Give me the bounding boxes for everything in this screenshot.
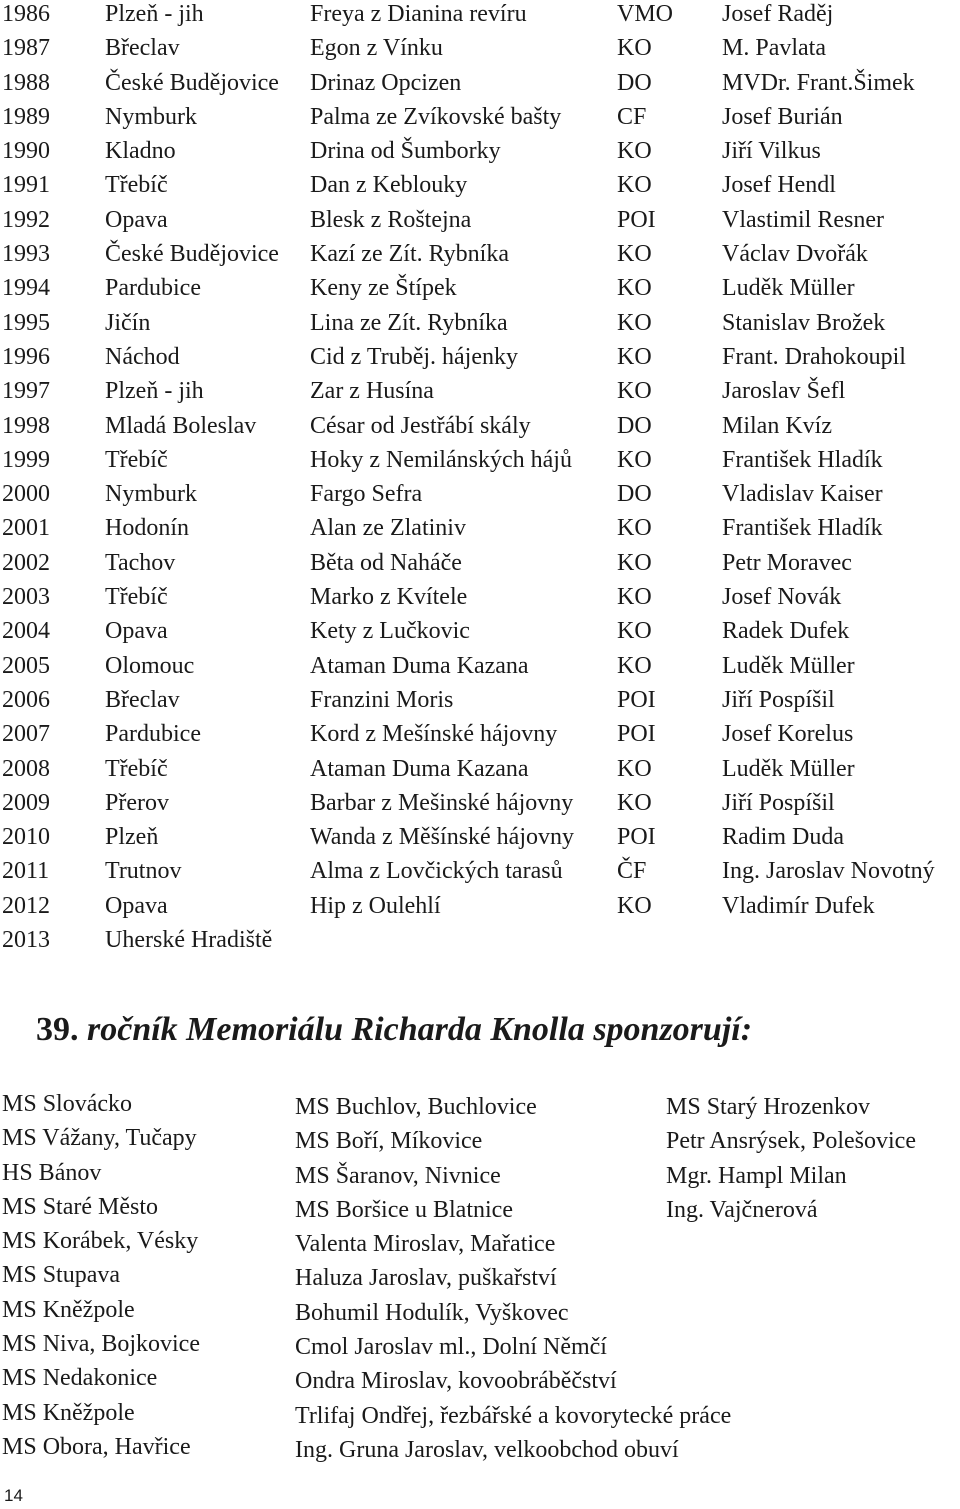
sponsor-item: MS Buchlov, Buchlovice (295, 1094, 537, 1120)
person-cell: Radek Dufek (722, 618, 850, 645)
year-cell: 2005 (2, 652, 50, 679)
year-cell: 1996 (2, 343, 50, 370)
sponsor-item: MS Stupava (2, 1262, 121, 1289)
sponsor-item: Haluza Jaroslav, puškařství (295, 1265, 557, 1292)
person-cell: MVDr. Frant.Šimek (722, 69, 915, 96)
dog-cell: Palma ze Zvíkovské bašty (310, 103, 562, 130)
city-cell: Plzeň (105, 824, 159, 851)
dog-cell: Kord z Mešínské hájovny (310, 721, 558, 748)
class-cell: VMO (617, 1, 674, 27)
year-cell: 2012 (2, 892, 50, 919)
heading-text: ročník Memoriálu Richarda Knolla sponzorují: (78, 1011, 753, 1048)
city-cell: Tachov (105, 549, 176, 576)
sponsors-heading (36, 1007, 956, 1053)
sponsor-item: MS Kněžpole (2, 1399, 135, 1426)
sponsors-column-3 (666, 1092, 916, 1229)
person-cell: František Hladík (722, 446, 883, 473)
person-cell: Josef Raděj (722, 1, 834, 27)
class-cell: KO (617, 652, 652, 679)
person-cell: Josef Novák (722, 584, 842, 611)
sponsor-item: Mgr. Hampl Milan (666, 1162, 847, 1189)
year-cell: 1999 (2, 446, 50, 473)
dog-cell: Franzini Moris (310, 686, 454, 713)
year-cell: 2003 (2, 584, 50, 611)
class-cell: DO (617, 69, 652, 96)
person-cell: Luděk Müller (722, 755, 855, 782)
year-cell: 1991 (2, 172, 50, 199)
table-row (0, 206, 960, 240)
table-row (0, 514, 960, 548)
class-cell: KO (617, 35, 652, 62)
sponsor-item: Ondra Miroslav, kovoobráběčství (295, 1368, 617, 1395)
table-row (0, 377, 960, 411)
dog-cell: Barbar z Mešinské hájovny (310, 789, 574, 816)
city-cell: Mladá Boleslav (105, 412, 257, 439)
class-cell: KO (617, 343, 652, 370)
year-cell: 2011 (2, 858, 50, 885)
city-cell: Pardubice (105, 721, 201, 748)
city-cell: Trutnov (105, 858, 182, 885)
class-cell: ČF (617, 858, 647, 885)
year-cell: 1988 (2, 69, 50, 96)
class-cell: KO (617, 172, 652, 199)
year-cell: 1989 (2, 103, 50, 130)
dog-cell: Kazí ze Zít. Rybníka (310, 241, 509, 268)
table-row (0, 549, 960, 583)
person-cell: Vladimír Dufek (722, 892, 875, 919)
dog-cell: Ataman Duma Kazana (310, 755, 529, 782)
table-row (0, 823, 960, 857)
class-cell: KO (617, 755, 652, 782)
class-cell: KO (617, 549, 652, 576)
dog-cell: Freya z Dianina revíru (310, 1, 527, 27)
city-cell: Břeclav (105, 35, 180, 62)
dog-cell: Keny ze Štípek (310, 275, 457, 302)
dog-cell: Běta od Naháče (310, 549, 462, 576)
city-cell: Plzeň - jih (105, 1, 204, 27)
city-cell: Třebíč (105, 446, 168, 473)
class-cell: KO (617, 584, 652, 611)
city-cell: Plzeň - jih (105, 378, 204, 405)
city-cell: Břeclav (105, 686, 180, 713)
dog-cell: César od Jestřábí skály (310, 412, 531, 439)
person-cell: Petr Moravec (722, 549, 852, 576)
table-row (0, 0, 960, 34)
page-number: 14 (4, 1486, 23, 1505)
dog-cell: Alan ze Zlatiniv (310, 515, 466, 542)
person-cell: Václav Dvořák (722, 241, 868, 268)
year-cell: 2009 (2, 789, 50, 816)
year-cell: 2010 (2, 824, 50, 851)
sponsor-item: Cmol Jaroslav ml., Dolní Němčí (295, 1334, 607, 1361)
year-cell: 2004 (2, 618, 50, 645)
class-cell: KO (617, 618, 652, 645)
table-row (0, 652, 960, 686)
dog-cell: Fargo Sefra (310, 481, 423, 508)
dog-cell: Blesk z Roštejna (310, 206, 472, 233)
sponsor-item: MS Boršice u Blatnice (295, 1196, 513, 1223)
sponsor-item: Ing. Gruna Jaroslav, velkoobchod obuví (295, 1436, 679, 1463)
sponsor-item: MS Nedakonice (2, 1365, 158, 1392)
city-cell: Jičín (105, 309, 151, 336)
table-row (0, 583, 960, 617)
class-cell: KO (617, 446, 652, 473)
table-row (0, 755, 960, 789)
sponsor-item: MS Kněžpole (2, 1296, 135, 1323)
city-cell: České Budějovice (105, 241, 279, 268)
year-cell: 1992 (2, 206, 50, 233)
edition-number: 39. (36, 1011, 79, 1048)
person-cell: Vladislav Kaiser (722, 481, 883, 508)
table-row (0, 412, 960, 446)
dog-cell: Lina ze Zít. Rybníka (310, 309, 508, 336)
city-cell: Opava (105, 206, 168, 233)
class-cell: POI (617, 824, 656, 851)
table-row (0, 34, 960, 68)
city-cell: Pardubice (105, 275, 201, 302)
year-cell: 2013 (2, 927, 50, 954)
table-row (0, 686, 960, 720)
table-row (0, 480, 960, 514)
year-cell: 1986 (2, 1, 50, 27)
table-row (0, 309, 960, 343)
sponsor-item: MS Starý Hrozenkov (666, 1094, 870, 1120)
dog-cell: Drinaz Opcizen (310, 69, 462, 96)
sponsor-item: MS Niva, Bojkovice (2, 1331, 200, 1358)
city-cell: Třebíč (105, 584, 168, 611)
dog-cell: Cid z Truběj. hájenky (310, 343, 518, 370)
year-cell: 1998 (2, 412, 50, 439)
class-cell: DO (617, 481, 652, 508)
table-row (0, 69, 960, 103)
person-cell: Josef Burián (722, 103, 843, 130)
year-cell: 1994 (2, 275, 50, 302)
class-cell: KO (617, 309, 652, 336)
table-row (0, 789, 960, 823)
sponsor-item: MS Obora, Havřice (2, 1433, 191, 1460)
person-cell: Ing. Jaroslav Novotný (722, 858, 935, 885)
table-row (0, 857, 960, 891)
person-cell: Milan Kvíz (722, 412, 832, 439)
class-cell: CF (617, 103, 647, 130)
person-cell: Josef Korelus (722, 721, 854, 748)
dog-cell: Alma z Lovčických tarasů (310, 858, 563, 885)
sponsor-item: Ing. Vajčnerová (666, 1196, 818, 1223)
person-cell: Josef Hendl (722, 172, 836, 199)
class-cell: KO (617, 789, 652, 816)
dog-cell: Zar z Husína (310, 378, 434, 405)
year-cell: 1997 (2, 378, 50, 405)
sponsor-item: MS Boří, Míkovice (295, 1128, 483, 1155)
year-cell: 1990 (2, 138, 50, 165)
dog-cell: Drina od Šumborky (310, 138, 501, 165)
class-cell: POI (617, 206, 656, 233)
city-cell: Náchod (105, 343, 180, 370)
year-cell: 1995 (2, 309, 50, 336)
dog-cell: Ataman Duma Kazana (310, 652, 529, 679)
year-cell: 2001 (2, 515, 50, 542)
dog-cell: Dan z Keblouky (310, 172, 468, 199)
table-row (0, 926, 960, 960)
table-row (0, 240, 960, 274)
sponsor-item: Bohumil Hodulík, Vyškovec (295, 1299, 569, 1326)
sponsor-item: HS Bánov (2, 1159, 102, 1186)
person-cell: Jiří Pospíšil (722, 789, 835, 816)
class-cell: POI (617, 721, 656, 748)
table-row (0, 446, 960, 480)
year-cell: 2002 (2, 549, 50, 576)
person-cell: Luděk Müller (722, 652, 855, 679)
dog-cell: Hoky z Nemilánských hájů (310, 446, 572, 473)
year-cell: 1993 (2, 241, 50, 268)
person-cell: Jiří Vilkus (722, 138, 821, 165)
class-cell: KO (617, 138, 652, 165)
sponsor-item: Petr Ansrýsek, Polešovice (666, 1128, 916, 1155)
city-cell: Olomouc (105, 652, 195, 679)
table-row (0, 720, 960, 754)
year-cell: 2007 (2, 721, 50, 748)
sponsor-item: MS Šaranov, Nivnice (295, 1162, 501, 1189)
class-cell: KO (617, 275, 652, 302)
dog-cell: Egon z Vínku (310, 35, 443, 62)
city-cell: Uherské Hradiště (105, 927, 273, 954)
sponsor-item: Trlifaj Ondřej, řezbářské a kovorytecké práce (295, 1402, 732, 1429)
table-row (0, 892, 960, 926)
city-cell: Kladno (105, 138, 176, 165)
year-cell: 1987 (2, 35, 50, 62)
table-row (0, 137, 960, 171)
city-cell: Nymburk (105, 481, 197, 508)
dog-cell: Marko z Kvítele (310, 584, 468, 611)
sponsor-item: MS Vážany, Tučapy (2, 1125, 197, 1152)
person-cell: M. Pavlata (722, 35, 826, 62)
city-cell: České Budějovice (105, 69, 279, 96)
dog-cell: Wanda z Měšínské hájovny (310, 824, 574, 851)
city-cell: Opava (105, 618, 168, 645)
class-cell: KO (617, 241, 652, 268)
city-cell: Přerov (105, 789, 169, 816)
person-cell: Vlastimil Resner (722, 206, 884, 233)
dog-cell: Kety z Lučkovic (310, 618, 470, 645)
year-cell: 2008 (2, 755, 50, 782)
person-cell: Frant. Drahokoupil (722, 343, 906, 370)
sponsor-item: MS Slovácko (2, 1091, 133, 1117)
person-cell: Stanislav Brožek (722, 309, 886, 336)
person-cell: Jiří Pospíšil (722, 686, 835, 713)
year-cell: 2006 (2, 686, 50, 713)
person-cell: Luděk Müller (722, 275, 855, 302)
table-row (0, 171, 960, 205)
person-cell: Jaroslav Šefl (722, 378, 846, 405)
city-cell: Nymburk (105, 103, 197, 130)
sponsor-item: MS Korábek, Vésky (2, 1228, 199, 1255)
table-row (0, 343, 960, 377)
class-cell: KO (617, 892, 652, 919)
person-cell: František Hladík (722, 515, 883, 542)
city-cell: Opava (105, 892, 168, 919)
class-cell: KO (617, 515, 652, 542)
class-cell: DO (617, 412, 652, 439)
class-cell: POI (617, 686, 656, 713)
city-cell: Třebíč (105, 172, 168, 199)
dog-cell: Hip z Oulehlí (310, 892, 441, 919)
sponsor-item: Valenta Miroslav, Mařatice (295, 1231, 556, 1258)
sponsor-item: MS Staré Město (2, 1193, 158, 1220)
city-cell: Hodonín (105, 515, 189, 542)
table-row (0, 274, 960, 308)
sponsors-column-1 (2, 1089, 200, 1466)
class-cell: KO (617, 378, 652, 405)
city-cell: Třebíč (105, 755, 168, 782)
year-cell: 2000 (2, 481, 50, 508)
table-row (0, 617, 960, 651)
table-row (0, 103, 960, 137)
person-cell: Radim Duda (722, 824, 844, 851)
